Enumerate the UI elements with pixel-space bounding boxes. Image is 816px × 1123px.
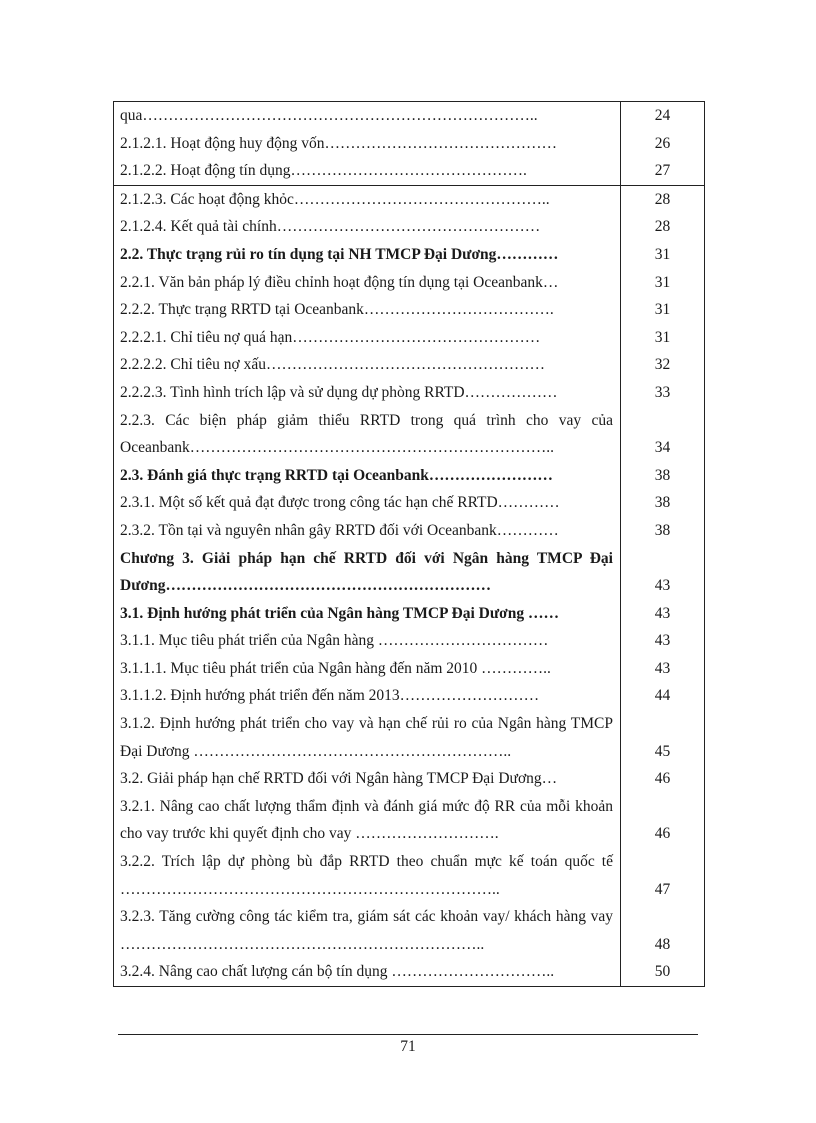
toc-row (114, 489, 704, 517)
toc-row (114, 407, 704, 462)
toc-entry-title: qua………………………………………………………………….. (120, 107, 538, 124)
toc-row (114, 958, 704, 986)
toc-entry-page: 38 (620, 489, 704, 517)
toc-entry-page: 31 (620, 269, 704, 297)
toc-entry-page: 32 (620, 351, 704, 379)
toc-entry-title: 2.2.1. Văn bản pháp lý điều chỉnh hoạt động tín dụng tại Oceanbank… (120, 273, 559, 291)
toc-row (114, 848, 704, 903)
toc-row (114, 379, 704, 407)
toc-entry-page: 26 (620, 130, 704, 158)
toc-entry-page: 43 (620, 655, 704, 683)
toc-entry-page: 31 (620, 324, 704, 352)
footer-rule (118, 1034, 698, 1035)
toc-entry-page: 47 (620, 848, 704, 903)
toc-entry-page: 24 (620, 102, 704, 130)
toc-entry-page: 43 (620, 600, 704, 628)
toc-row (114, 655, 704, 683)
toc-entry-title: 2.3.1. Một số kết quả đạt được trong công tác hạn chế RRTD………… (120, 494, 560, 512)
toc-entry-title: 3.2.1. Nâng cao chất lượng thẩm định và đánh giá mức độ RR của mỗi khoản cho vay trước khi quyết định cho vay ………………………. (120, 797, 613, 843)
toc-entry-title: 2.1.2.4. Kết quả tài chính…………………………………………… (120, 218, 541, 236)
toc-entry-page: 50 (620, 958, 704, 986)
toc-row (114, 296, 704, 324)
toc-entry-title: 3.2.2. Trích lập dự phòng bù đắp RRTD theo chuẩn mực kế toán quốc tế ……………………………………………………………….. (120, 853, 613, 898)
toc-entry-title: 2.1.2.3. Các hoạt động khỏc………………………………………….. (120, 190, 550, 208)
toc-entry-title: 2.3.2. Tồn tại và nguyên nhân gây RRTD đối với Oceanbank………… (120, 521, 559, 539)
toc-entry-title: 3.2.4. Nâng cao chất lượng cán bộ tín dụng ………………………….. (120, 963, 555, 981)
toc-entry-page: 48 (620, 903, 704, 958)
toc-row (114, 324, 704, 352)
toc-row (114, 462, 704, 490)
toc-entry-page: 31 (620, 241, 704, 269)
toc-entry-title: 3.2. Giải pháp hạn chế RRTD đối với Ngân hàng TMCP Đại Dương… (120, 770, 558, 788)
toc-entry-title: 3.1.1. Mục tiêu phát triển của Ngân hàng …………………………… (120, 632, 549, 650)
toc-row (114, 710, 704, 765)
toc-entry-page: 31 (620, 296, 704, 324)
toc-entry-title: 2.2.2. Thực trạng RRTD tại Oceanbank………………………………. (120, 301, 554, 319)
toc-entry-page: 46 (620, 793, 704, 848)
toc-row (114, 185, 704, 214)
toc-entry-page: 34 (620, 407, 704, 462)
toc-row (114, 157, 704, 185)
toc-row (114, 600, 704, 628)
toc-chapter-title: Chương 3. Giải pháp hạn chế RRTD đối với Ngân hàng TMCP Đại Dương……………………………………………………… (120, 549, 613, 595)
toc-row (114, 130, 704, 158)
toc-row (114, 627, 704, 655)
toc-entry-page: 46 (620, 765, 704, 793)
toc-entry-title: 3.2.3. Tăng cường công tác kiểm tra, giám sát các khoản vay/ khách hàng vay …………………………………………………………….. (120, 908, 613, 953)
toc-entry-page: 43 (620, 545, 704, 600)
toc-entry-page: 33 (620, 379, 704, 407)
toc-entry-page: 38 (620, 517, 704, 545)
toc-row (114, 269, 704, 297)
toc-entry-title: 2.2.3. Các biện pháp giảm thiểu RRTD trong quá trình cho vay của Oceanbank…………………………………………………………….. (120, 411, 613, 457)
toc-entry-title: 3.1.2. Định hướng phát triển cho vay và hạn chế rủi ro của Ngân hàng TMCP Đại Dương …………………………………………………….. (120, 715, 613, 760)
toc-row (114, 793, 704, 848)
toc-entry-title: 2.2.2.1. Chỉ tiêu nợ quá hạn………………………………………… (120, 328, 541, 346)
toc-section-title: 2.3. Đánh giá thực trạng RRTD tại Oceanbank…………………… (120, 466, 553, 484)
toc-row (114, 241, 704, 269)
table-of-contents (113, 101, 705, 987)
toc-entry-title: 3.1.1.2. Định hướng phát triển đến năm 2013……………………… (120, 687, 540, 705)
toc-entry-title: 2.1.2.1. Hoạt động huy động vốn……………………………………… (120, 134, 558, 152)
toc-row (114, 351, 704, 379)
toc-entry-page: 44 (620, 682, 704, 710)
toc-entry-page: 27 (620, 157, 704, 185)
toc-entry-page: 43 (620, 627, 704, 655)
toc-entry-title: 2.2.2.3. Tình hình trích lập và sử dụng dự phòng RRTD……………… (120, 383, 558, 401)
toc-section-title: 2.2. Thực trạng rủi ro tín dụng tại NH TMCP Đại Dương………… (120, 245, 559, 263)
toc-entry-page: 28 (620, 213, 704, 241)
toc-row (114, 102, 704, 130)
toc-entry-title: 3.1.1.1. Mục tiêu phát triển của Ngân hàng đến năm 2010 ………….. (120, 659, 551, 677)
toc-entry-title: 2.1.2.2. Hoạt động tín dụng………………………………………. (120, 162, 527, 180)
toc-row (114, 545, 704, 600)
toc-entry-page: 28 (620, 186, 704, 214)
page-number: 71 (400, 1038, 416, 1055)
toc-row (114, 517, 704, 545)
toc-entry-page: 45 (620, 710, 704, 765)
toc-row (114, 682, 704, 710)
toc-row (114, 903, 704, 958)
toc-row (114, 213, 704, 241)
toc-section-title: 3.1. Định hướng phát triển của Ngân hàng TMCP Đại Dương …… (120, 604, 559, 622)
toc-row (114, 765, 704, 793)
toc-entry-page: 38 (620, 462, 704, 490)
toc-entry-title: 2.2.2.2. Chỉ tiêu nợ xấu……………………………………………… (120, 356, 545, 374)
